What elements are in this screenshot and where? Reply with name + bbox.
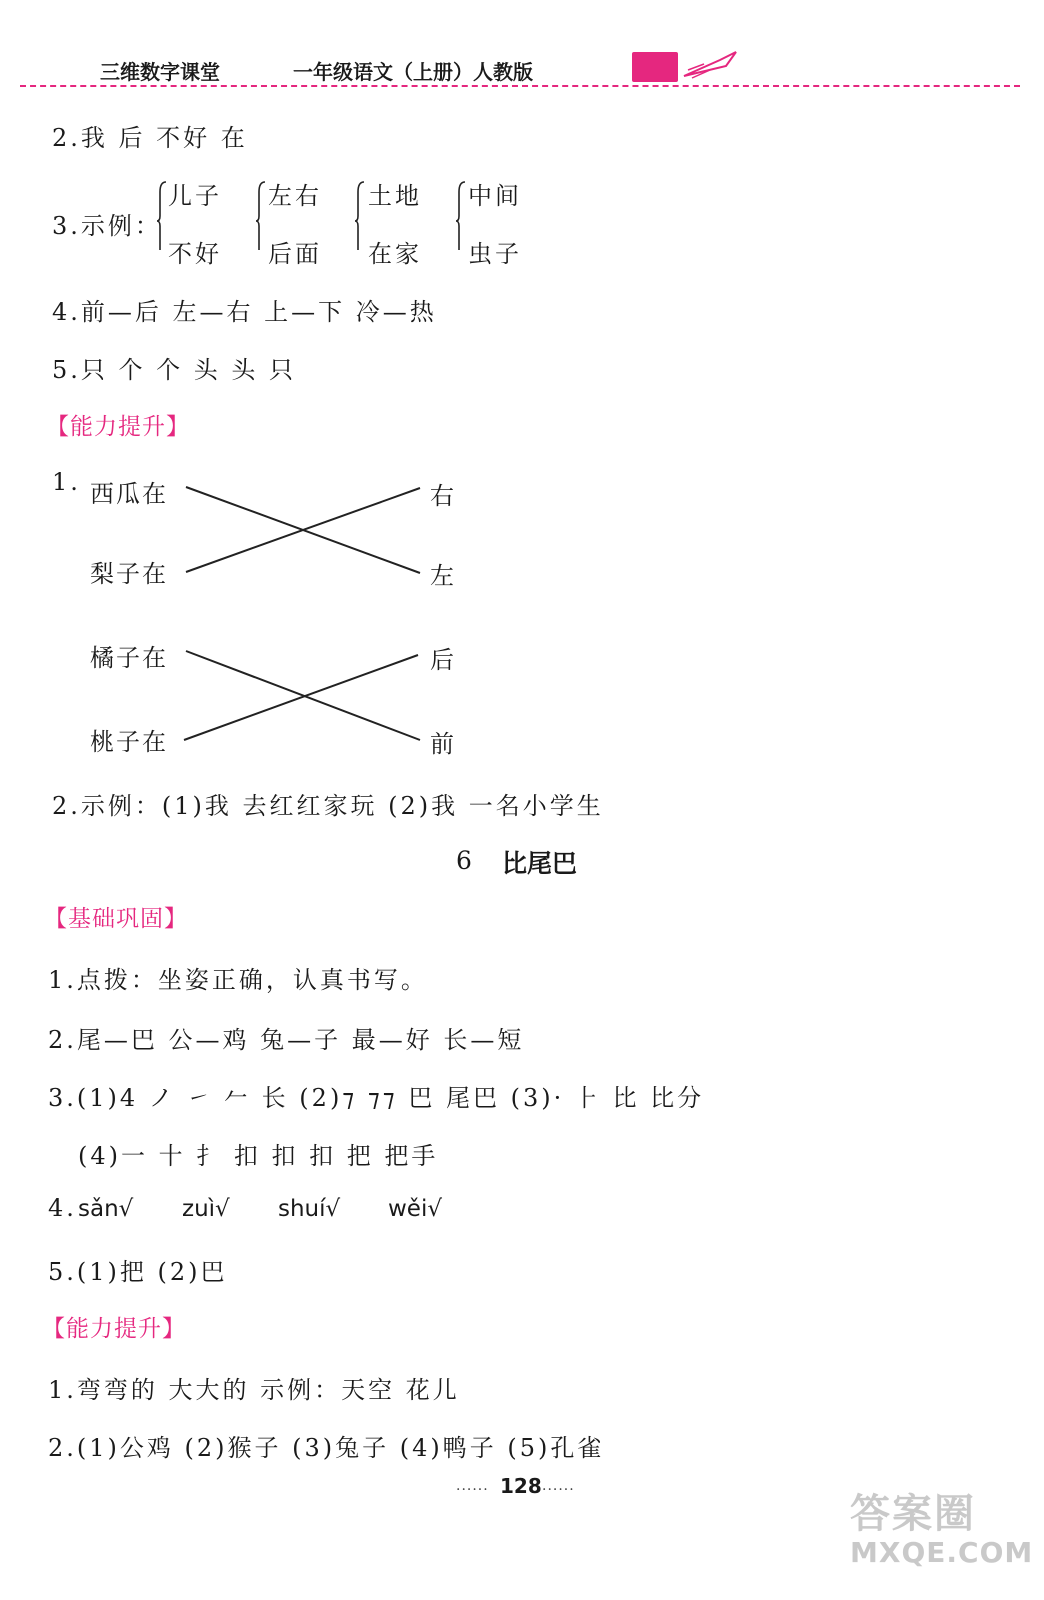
pinyin-answer: wěi√ — [388, 1196, 443, 1222]
answer-q2: 2.我 后 不好 在 — [52, 124, 248, 152]
section-label-basic: 【基础巩固】 — [44, 906, 188, 932]
q3-group2-top: 左右 — [268, 182, 322, 210]
answer-basic-q4-number: 4. — [48, 1194, 77, 1222]
match-left-item: 梨子在 — [90, 560, 168, 588]
pinyin-answer: shuí√ — [278, 1196, 341, 1222]
q3-group1-bottom: 不好 — [168, 240, 222, 268]
q3-group4-bottom: 虫子 — [468, 240, 522, 268]
pinyin-answer: sǎn√ — [78, 1196, 134, 1222]
match-right-item: 前 — [430, 730, 456, 758]
answer-basic-q3-line2: (4)一 十 扌 扣 扣 扣 把 把手 — [78, 1142, 439, 1170]
section-label-ability: 【能力提升】 — [42, 1316, 186, 1342]
section-label-ability: 【能力提升】 — [46, 414, 190, 440]
lesson-title: 比尾巴 — [502, 849, 578, 878]
book-title: 一年级语文（上册）人教版 — [293, 60, 533, 84]
answer-basic-q5: 5.(1)把 (2)巴 — [48, 1258, 228, 1286]
answer-ability2-q1: 1.弯弯的 大大的 示例：天空 花儿 — [48, 1376, 460, 1404]
answer-q3-prefix: 3.示例： — [52, 212, 162, 240]
answer-basic-q1: 1.点拨：坐姿正确，认真书写。 — [48, 966, 428, 994]
q3-group3-top: 土地 — [368, 182, 422, 210]
answer-q4: 4.前—后 左—右 上—下 冷—热 — [52, 298, 437, 326]
match-right-item: 左 — [430, 562, 456, 590]
q3-group1-top: 儿子 — [168, 182, 222, 210]
footer-dots-right: ······ — [542, 1482, 575, 1498]
match-line — [184, 655, 418, 740]
answer-basic-q2: 2.尾—巴 公—鸡 兔—子 最—好 长—短 — [48, 1026, 525, 1054]
answer-ability2-q2: 2.(1)公鸡 (2)猴子 (3)兔子 (4)鸭子 (5)孔雀 — [48, 1434, 605, 1462]
answer-q5: 5.只 个 个 头 头 只 — [52, 356, 297, 384]
page-number: 128 — [500, 1474, 542, 1498]
q3-group3-bottom: 在家 — [368, 240, 422, 268]
match-question-number: 1. — [52, 468, 81, 496]
series-title: 三维数字课堂 — [100, 60, 220, 84]
match-left-item: 橘子在 — [90, 644, 168, 672]
answer-ability-q2: 2.示例：(1)我 去红红家玩 (2)我 一名小学生 — [52, 792, 604, 820]
match-left-item: 西瓜在 — [90, 480, 168, 508]
footer-dots-left: ······ — [456, 1482, 489, 1498]
q3-group4-top: 中间 — [468, 182, 522, 210]
pinyin-answer: zuì√ — [182, 1196, 230, 1222]
lesson-number: 6 — [456, 846, 472, 875]
match-right-item: 右 — [430, 482, 456, 510]
watermark-url: MXQE.COM — [850, 1536, 1034, 1569]
watermark-logo: 答案圈 — [850, 1491, 976, 1537]
match-right-item: 后 — [430, 646, 456, 674]
answer-basic-q3-line1: 3.(1)4 ノ ㇀ 𠂉 长 (2)⁊ ⁊⁊ 巴 尾巴 (3)· ⺊ 比 比分 — [48, 1084, 705, 1112]
match-left-item: 桃子在 — [90, 728, 168, 756]
q3-group2-bottom: 后面 — [268, 240, 322, 268]
